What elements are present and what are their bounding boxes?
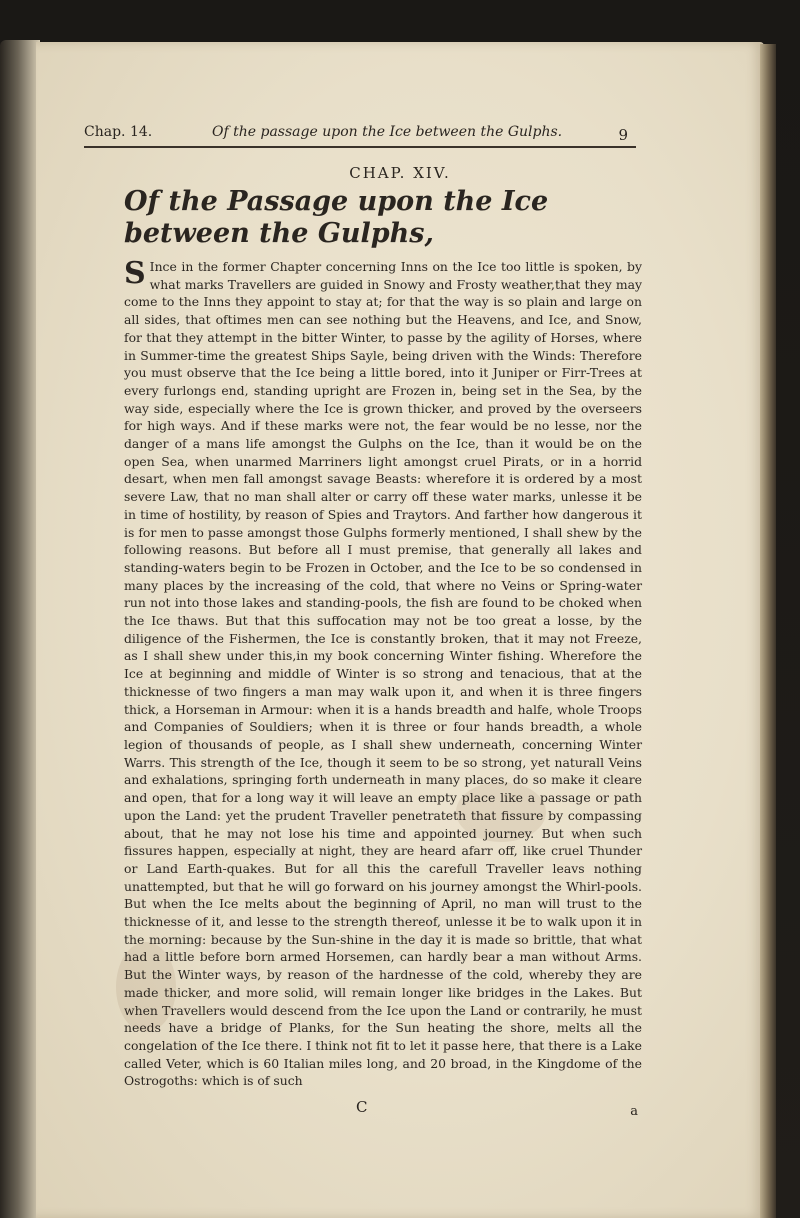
drop-cap: S <box>124 256 146 291</box>
facing-page-edge <box>0 40 40 1218</box>
catchword: a <box>630 1104 638 1119</box>
page-footer <box>124 1098 642 1118</box>
head-rule <box>84 146 636 148</box>
running-head-chapter: Chap. 14. <box>84 124 153 140</box>
body-paragraph <box>124 258 642 1090</box>
chapter-heading: CHAP. XIV. <box>349 164 451 182</box>
chapter-title: Of the Passage upon the Ice between the Gulphs, <box>124 186 549 249</box>
book-fore-edge <box>760 44 776 1218</box>
running-head-title: Of the passage upon the Ice between the Gulphs. <box>212 124 563 140</box>
page-number: 9 <box>618 126 628 144</box>
body-text: Ince in the former Chapter concerning Inns on the Ice too little is spoken, by what marks Travellers are guided in Snowy and Frosty weather,that they may come to the Inns they appoint to stay at; for that the way is so plain and large on all sides, that oftimes men can see nothing but the Heavens, and Ice, and Snow, for that they attempt in the bitter Winter, to passe by the agility of Horses, where in Summer-time the greatest Ships Sayle, being driven with the Winds: Therefore you must observe that the Ice being a little bored, into it Juniper or Firr-Trees at every furlongs end, standing upright are Frozen in, being set in the Sea, by the way side, especially where the Ice is grown thicker, and proved by the overseers for high ways. And if these marks were not, the fear would be no lesse, nor the danger of a mans life amongst the Gulphs on the Ice, than it would be on the open Sea, when unarmed Marriners light amongst cruel Pirats, or in a horrid desart, when men fall amongst savage Beasts: wherefore it is ordered by a most severe Law, that no man shall alter or carry off these water marks, unlesse it be in time of hostility, by reason of Spies and Traytors. And farther how dangerous it is for men to passe amongst those Gulphs formerly mentioned, I shall shew by the following reasons. But before all I must premise, that generally all lakes and standing-waters begin to be Frozen in October, and the Ice to be so condensed in many places by the increasing of the cold, that where no Veins or Spring-water run not into those lakes and standing-pools, the fish are found to be choked when the Ice thaws. But that this suffocation may not be too great a losse, by the diligence of the Fishermen, the Ice is constantly broken, that it may not Freeze, as I shall shew under this,in my book concerning Winter fishing. Wherefore the Ice at beginning and middle of Winter is so strong and tenacious, that at the thicknesse of two fingers a man may walk upon it, and when it is three fingers thick, a Horseman in Armour: when it is a hands breadth and halfe, whole Troops and Companies of Souldiers; when it is three or four hands breadth, a whole legion of thousands of people, as I shall shew underneath, concerning Winter Warrs. This strength of the Ice, though it seem to be so strong, yet naturall Veins and exhalations, springing forth underneath in many places, do so make it cleare and open, that for a long way it will leave an empty place like a passage or path upon the Land: yet the prudent Traveller penetrateth that fissure by compassing about, that he may not lose his time and appointed journey. But when such fissures happen, especially at night, they are heard afarr off, like cruel Thunder or Land Earth-quakes. But for all this the carefull Traveller leavs nothing unattempted, but that he will go forward on his journey amongst the Whirl-pools. But when the Ice melts about the beginning of April, no man will trust to the thicknesse of it, and lesse to the strength thereof, unlesse it be to walk upon it in the morning: because by the Sun-shine in the day it is made so brittle, that what had a little before born armed Horsemen, can hardly bear a man without Arms. But the Winter ways, by reason of the hardnesse of the cold, whereby they are made thicker, and more solid, will remain longer like bridges in the Lakes. But when Travellers would descend from the Ice upon the Land or contrarily, he must needs have a bridge of Planks, for the Sun heating the shore, melts all the congelation of the Ice there. I think not fit to let it passe here, that there is a Lake called Veter, which is 60 Italian miles long, and 20 broad, in the Kingdome of the Ostrogoths: which is of such <box>124 259 642 1089</box>
running-head <box>84 124 628 146</box>
signature-mark: C <box>356 1098 368 1116</box>
